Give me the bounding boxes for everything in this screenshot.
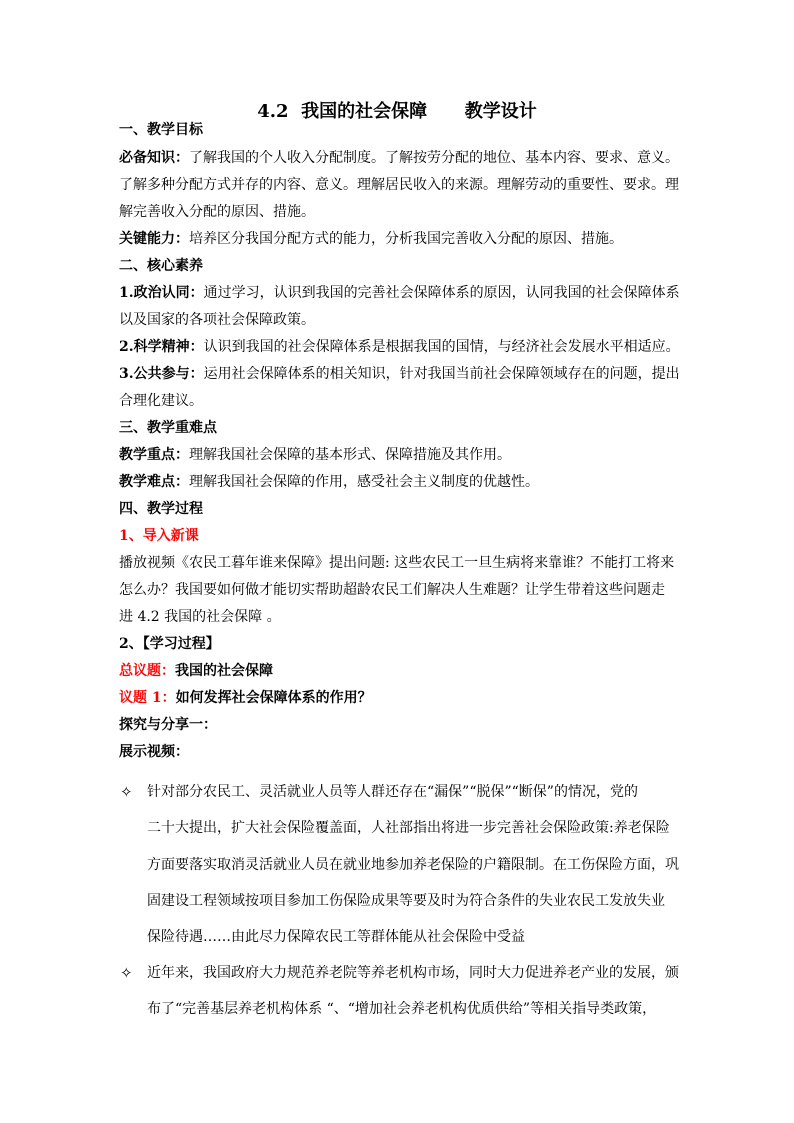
- ability-label: 关键能力：: [119, 231, 189, 247]
- focus-text: 理解我国社会保障的基本形式、保障措施及其作用。: [189, 447, 511, 463]
- topic-1-text: 如何发挥社会保障体系的作用？: [175, 690, 372, 706]
- learning-heading: 2、【学习过程】: [119, 636, 220, 652]
- knowledge-line-1: [119, 148, 679, 168]
- main-topic-text: 我国的社会保障: [175, 663, 273, 679]
- knowledge-line-3: 解完善收入分配的原因、措施。: [119, 204, 315, 220]
- topic-1-line: [119, 688, 372, 708]
- document-title: 4.2 我国的社会保障 教学设计: [257, 101, 537, 122]
- bullet-1-line-5: 保险待遇……由此尽力保障农民工等群体能从社会保险中受益: [147, 929, 525, 945]
- diamond-bullet-icon: ✧: [120, 964, 133, 982]
- literacy-1-line-2: 以及国家的各项社会保障政策。: [119, 312, 315, 328]
- main-topic-label: 总议题：: [119, 663, 175, 679]
- difficulty-label: 教学难点：: [119, 474, 189, 490]
- main-topic-line: [119, 661, 273, 681]
- section-heading-goals: 一、教学目标: [119, 122, 203, 138]
- literacy-1-line-1: [119, 283, 680, 303]
- bullet-1-line-1: 针对部分农民工、灵活就业人员等人群还存在“漏保”“脱保”“断保”的情况，党的: [147, 784, 638, 800]
- literacy-2-text: 认识到我国的社会保障体系是根据我国的国情，与经济社会发展水平相适应。: [203, 339, 680, 355]
- bullet-1-line-4: 固建设工程领域按项目参加工伤保险成果等要及时为符合条件的失业农民工发放失业: [147, 893, 665, 909]
- intro-line-3: 进 4.2 我国的社会保障 。: [119, 609, 281, 625]
- literacy-3-label: 3.公共参与：: [119, 366, 204, 382]
- difficulty-text: 理解我国社会保障的作用，感受社会主义制度的优越性。: [189, 474, 539, 490]
- intro-line-2: 怎么办？我国要如何做才能切实帮助超龄农民工们解决人生难题？让学生带着这些问题走: [119, 582, 665, 598]
- bullet-1-line-2: 二十大提出，扩大社会保险覆盖面，人社部指出将进一步完善社会保险政策:养老保险: [147, 820, 670, 836]
- section-heading-process: 四、教学过程: [119, 501, 203, 517]
- focus-label: 教学重点：: [119, 447, 189, 463]
- literacy-1-label: 1.政治认同：: [119, 285, 204, 301]
- topic-1-label: 议题 1：: [119, 690, 176, 706]
- ability-text: 培养区分我国分配方式的能力，分析我国完善收入分配的原因、措施。: [189, 231, 623, 247]
- bullet-2-line-1: 近年来，我国政府大力规范养老院等养老机构市场，同时大力促进养老产业的发展，颁: [147, 965, 679, 981]
- literacy-3-text: 运用社会保障体系的相关知识，针对我国当前社会保障领域存在的问题，提出: [203, 366, 680, 382]
- section-heading-literacy: 二、核心素养: [119, 258, 203, 274]
- knowledge-label: 必备知识：: [119, 150, 189, 166]
- literacy-1-text: 通过学习，认识到我国的完善社会保障体系的原因，认同我国的社会保障体系: [203, 285, 680, 301]
- focus-line: [119, 445, 511, 465]
- bullet-2-line-2: 布了“完善基层养老机构体系 “、“增加社会养老机构优质供给”等相关指导类政策，: [147, 1001, 657, 1017]
- intro-line-1: 播放视频《农民工暮年谁来保障》提出问题: 这些农民工一旦生病将来靠谁？不能打工将来: [119, 555, 675, 571]
- ability-line: [119, 229, 623, 249]
- explore-share-label: 探究与分享一：: [119, 717, 217, 733]
- literacy-3-line-1: [119, 364, 680, 384]
- bullet-1-line-3: 方面要落实取消灵活就业人员在就业地参加养老保险的户籍限制。在工伤保险方面，巩: [147, 857, 679, 873]
- video-label: 展示视频：: [119, 744, 189, 760]
- literacy-3-line-2: 合理化建议。: [119, 393, 203, 409]
- section-heading-keypoints: 三、教学重难点: [119, 420, 217, 436]
- literacy-2-line: [119, 337, 680, 357]
- knowledge-text: 了解我国的个人收入分配制度。了解按劳分配的地位、基本内容、要求、意义。: [189, 150, 679, 166]
- intro-heading: 1、导入新课: [119, 528, 199, 544]
- literacy-2-label: 2.科学精神：: [119, 339, 204, 355]
- diamond-bullet-icon: ✧: [120, 783, 133, 801]
- difficulty-line: [119, 472, 539, 492]
- knowledge-line-2: 了解多种分配方式并存的内容、意义。理解居民收入的来源。理解劳动的重要性、要求。理: [119, 177, 679, 193]
